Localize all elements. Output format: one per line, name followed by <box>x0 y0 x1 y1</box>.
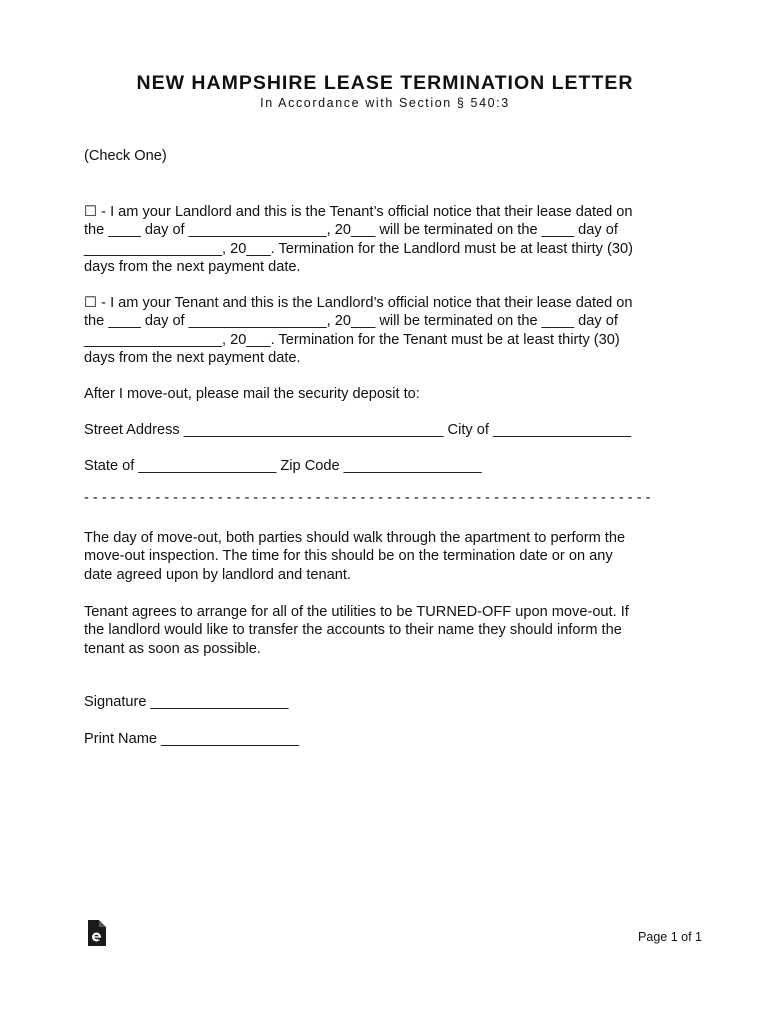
inspection-line-2: move-out inspection. The time for this should be on the termination date or on any <box>84 548 613 565</box>
utilities-line-2: the landlord would like to transfer the accounts to their name they should inform the <box>84 622 622 639</box>
utilities-line-3: tenant as soon as possible. <box>84 640 261 657</box>
document-subtitle: In Accordance with Section § 540:3 <box>260 96 510 110</box>
document-title: NEW HAMPSHIRE LEASE TERMINATION LETTER <box>136 72 634 94</box>
landlord-option-line-2: the ____ day of _________________, 20___ will be terminated on the ____ day of <box>84 222 618 239</box>
tenant-checkbox[interactable]: ☐ <box>84 295 98 311</box>
tenant-option-line-3: _________________, 20___. Termination for the Tenant must be at least thirty (30) <box>84 331 620 348</box>
deposit-intro: After I move-out, please mail the security deposit to: <box>84 386 420 402</box>
utilities-line-1: Tenant agrees to arrange for all of the utilities to be TURNED-OFF upon move-out. If <box>84 604 629 620</box>
tenant-option-line-2: the ____ day of _________________, 20___ will be terminated on the ____ day of <box>84 313 618 330</box>
signature-field[interactable]: Signature _________________ <box>84 694 289 710</box>
inspection-paragraph <box>84 529 684 584</box>
tenant-option-line-1: ☐ - I am your Tenant and this is the Landlord’s official notice that their lease dated on <box>84 295 633 311</box>
eforms-logo-icon <box>86 920 106 946</box>
landlord-option-line-3: _________________, 20___. Termination for the Landlord must be at least thirty (30) <box>84 240 633 257</box>
inspection-line-3: date agreed upon by landlord and tenant. <box>84 566 351 583</box>
landlord-option-paragraph <box>84 203 684 276</box>
utilities-paragraph <box>84 603 684 658</box>
tenant-option-line-4: days from the next payment date. <box>84 349 301 366</box>
landlord-option-line-1: ☐ - I am your Landlord and this is the Tenant’s official notice that their lease dated on <box>84 204 633 220</box>
street-address-field[interactable]: Street Address ________________________________ City of _________________ <box>84 422 631 438</box>
landlord-option-line-4: days from the next payment date. <box>84 258 301 275</box>
inspection-line-1: The day of move-out, both parties should walk through the apartment to perform the <box>84 530 626 546</box>
check-one-label: (Check One) <box>84 148 167 164</box>
print-name-field[interactable]: Print Name _________________ <box>84 731 300 747</box>
page-number: Page 1 of 1 <box>638 930 702 944</box>
landlord-checkbox[interactable]: ☐ <box>84 204 98 220</box>
tenant-option-paragraph <box>84 294 684 367</box>
state-zip-field[interactable]: State of _________________ Zip Code _________________ <box>84 458 482 474</box>
dashed-divider: - - - - - - - - - - - - - - - - - - - - - - - - - - - - - - - - - - - - - - - - - - - - - - - - - - - - - - - - - - - - - - - - <box>84 490 651 506</box>
